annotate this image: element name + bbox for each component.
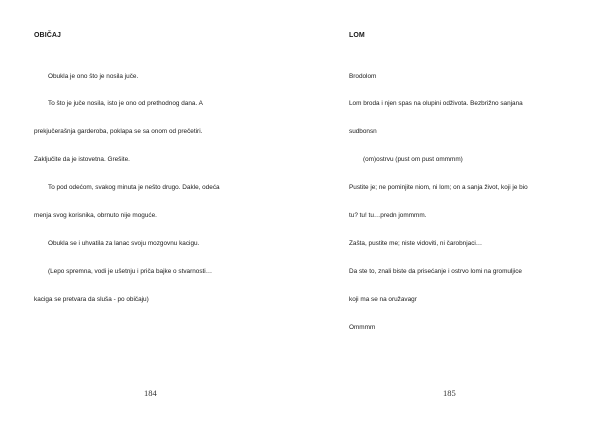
right-line-4: (om)ostrvu (pust om pust ommmm) [363, 156, 463, 164]
left-line-4: Zaključite da je istovetna. Grešite. [34, 156, 130, 164]
right-page-body [349, 53, 589, 351]
left-page-number: 184 [144, 388, 157, 398]
right-line-10: Ommmm [349, 323, 376, 331]
left-page-body [34, 53, 274, 323]
left-line-1: Obukla je ono što je nosila juče. [48, 72, 139, 80]
left-line-5: To pod odećom, svakog minuta je nešto drugo. Dakle, odeća [48, 184, 220, 192]
right-line-1: Brodolom [349, 72, 377, 80]
right-page [300, 0, 600, 428]
left-line-9: kaciga se pretvara da sluša - po običaju) [34, 295, 149, 303]
left-line-2: To što je juče nosila, isto je ono od prethodnog dana. A [48, 100, 203, 108]
right-line-2: Lom broda i njen spas na olupini odživota. Bezbrižno sanjana [349, 100, 523, 108]
left-line-8: (Lepo spremna, vodi je ušetnju i priča bajke o stvarnosti… [48, 267, 213, 275]
left-page-heading: OBIČAJ [34, 32, 62, 39]
left-line-3: prekjučerašnja garderoba, poklapa se sa onom od prečetiri. [34, 128, 203, 136]
right-line-9: koji ma se na oružavagr [349, 295, 417, 303]
right-page-heading: LOM [349, 32, 365, 39]
left-line-6: menja svog korisnika, obrnuto nije moguće. [34, 212, 157, 220]
right-line-3: sudbonsn [349, 128, 377, 136]
right-line-6: tu? tu! tu…predn jommmm. [349, 212, 427, 220]
right-line-5: Pustite je; ne pominjite niom, ni lom; on a sanja život, koji je bio [349, 184, 528, 192]
left-line-7: Obukla se i uhvatila za lanac svoju mozgovnu kacigu. [48, 239, 200, 247]
right-line-8: Da ste to, znali biste da prisećanje i ostrvo lomi na gromuljice [349, 267, 522, 275]
right-line-7: Zašta, pustite me; niste vidoviti, ni čarobnjaci… [349, 239, 483, 247]
right-page-number: 185 [443, 388, 456, 398]
